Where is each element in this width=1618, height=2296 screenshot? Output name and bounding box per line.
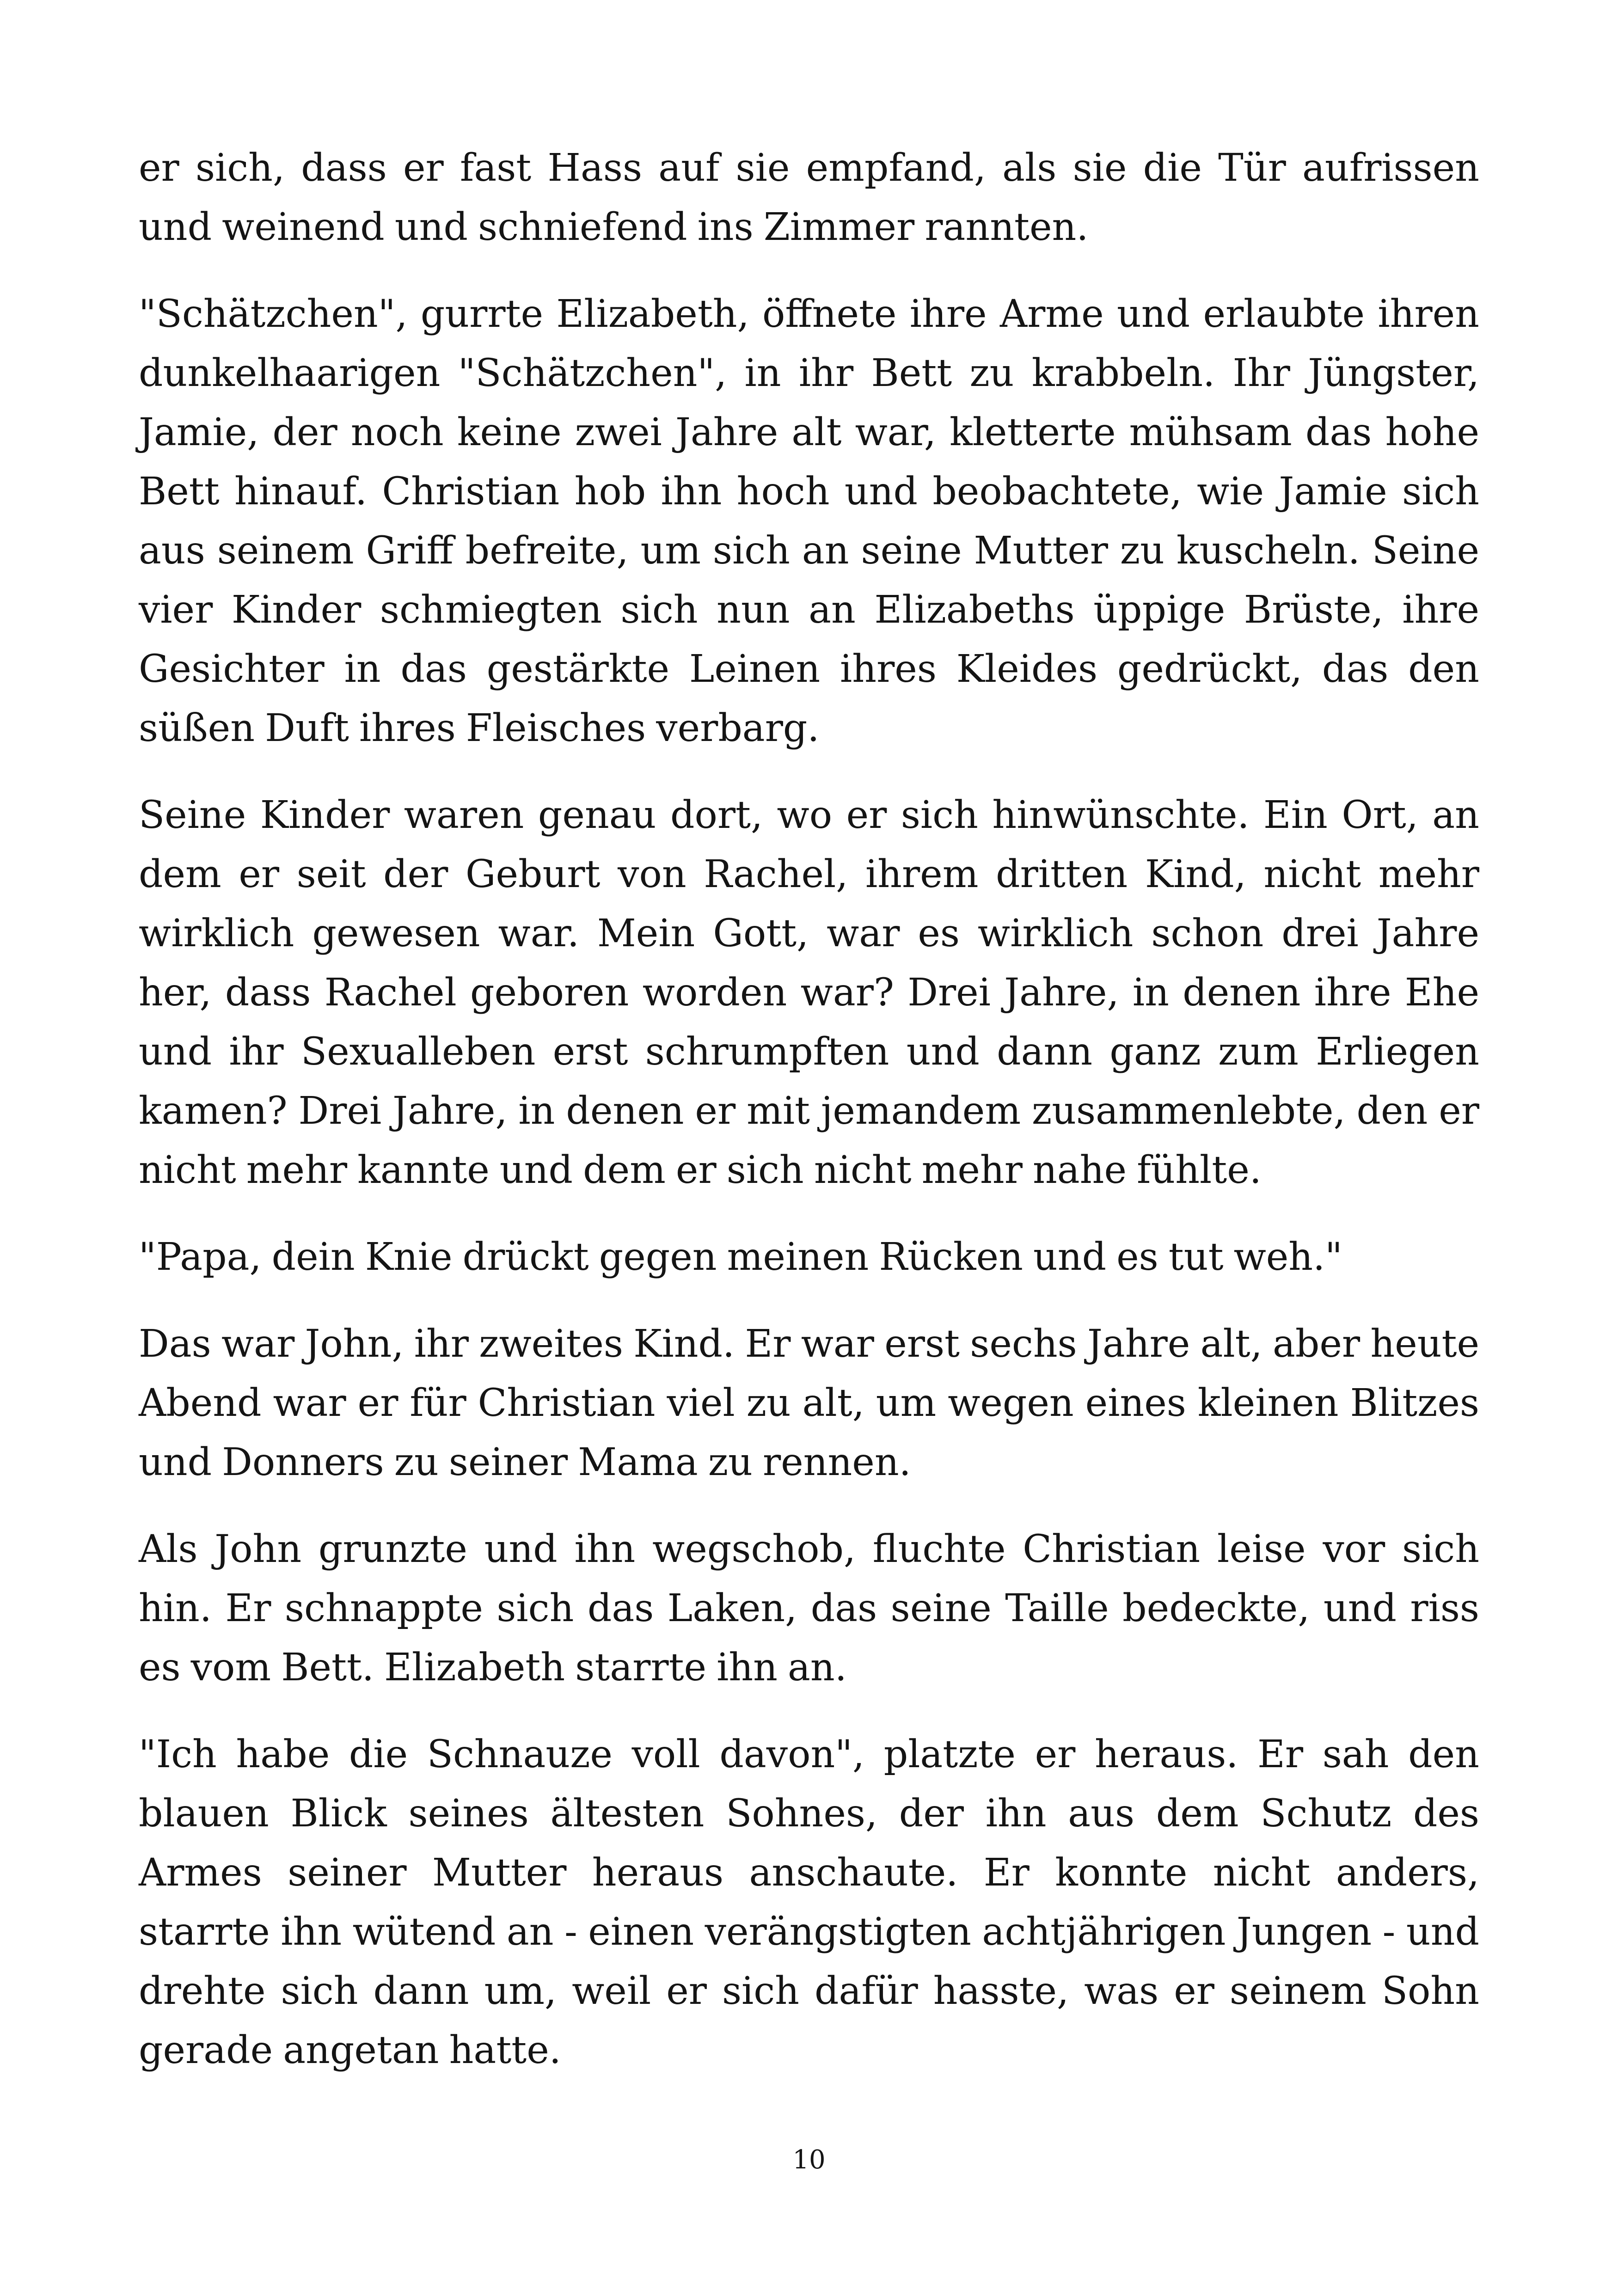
paragraph: "Papa, dein Knie drückt gegen meinen Rücken und es tut weh." — [139, 1235, 1342, 1279]
paragraph: "Ich habe die Schnauze voll davon", platzte er heraus. Er sah den blauen Blick seines ältesten Sohnes, der ihn aus dem Schutz des Armes seiner Mutter heraus anschaute. Er konnte nicht anders, starrte ihn wütend an - einen verängstigten achtjährigen Jungen - und drehte sich dann um, weil er sich dafür hasste, was er seinem Sohn gerade angetan hatte. — [139, 1733, 1479, 2072]
paragraph: Als John grunzte und ihn wegschob, fluchte Christian leise vor sich hin. Er schnappte sich das Laken, das seine Taille bedeckte, und riss es vom Bett. Elizabeth starrte ihn an. — [139, 1527, 1479, 1690]
paragraph: Seine Kinder waren genau dort, wo er sich hinwünschte. Ein Ort, an dem er seit der Geburt von Rachel, ihrem dritten Kind, nicht mehr wirklich gewesen war. Mein Gott, war es wirklich schon drei Jahre her, dass Rachel geboren worden war? Drei Jahre, in denen ihre Ehe und ihr Sexualleben erst schrumpften und dann ganz zum Erliegen kamen? Drei Jahre, in denen er mit jemandem zusammenlebte, den er nicht mehr kannte und dem er sich nicht mehr nahe fühlte. — [139, 793, 1479, 1192]
page-number: 10 — [792, 2145, 826, 2175]
paragraph: "Schätzchen", gurrte Elizabeth, öffnete ihre Arme und erlaubte ihren dunkelhaarigen "Schätzchen", in ihr Bett zu krabbeln. Ihr Jüngster, Jamie, der noch keine zwei Jahre alt war, kletterte mühsam das hohe Bett hinauf. Christian hob ihn hoch und beobachtete, wie Jamie sich aus seinem Griff befreite, um sich an seine Mutter zu kuscheln. Seine vier Kinder schmiegten sich nun an Elizabeths üppige Brüste, ihre Gesichter in das gestärkte Leinen ihres Kleides gedrückt, das den süßen Duft ihres Fleisches verbarg. — [139, 292, 1479, 750]
paragraph: Das war John, ihr zweites Kind. Er war erst sechs Jahre alt, aber heute Abend war er für Christian viel zu alt, um wegen eines kleinen Blitzes und Donners zu seiner Mama zu rennen. — [139, 1322, 1479, 1484]
paragraph: er sich, dass er fast Hass auf sie empfand, als sie die Tür aufrissen und weinend und schniefend ins Zimmer rannten. — [139, 146, 1479, 249]
body-text — [139, 139, 1479, 2108]
